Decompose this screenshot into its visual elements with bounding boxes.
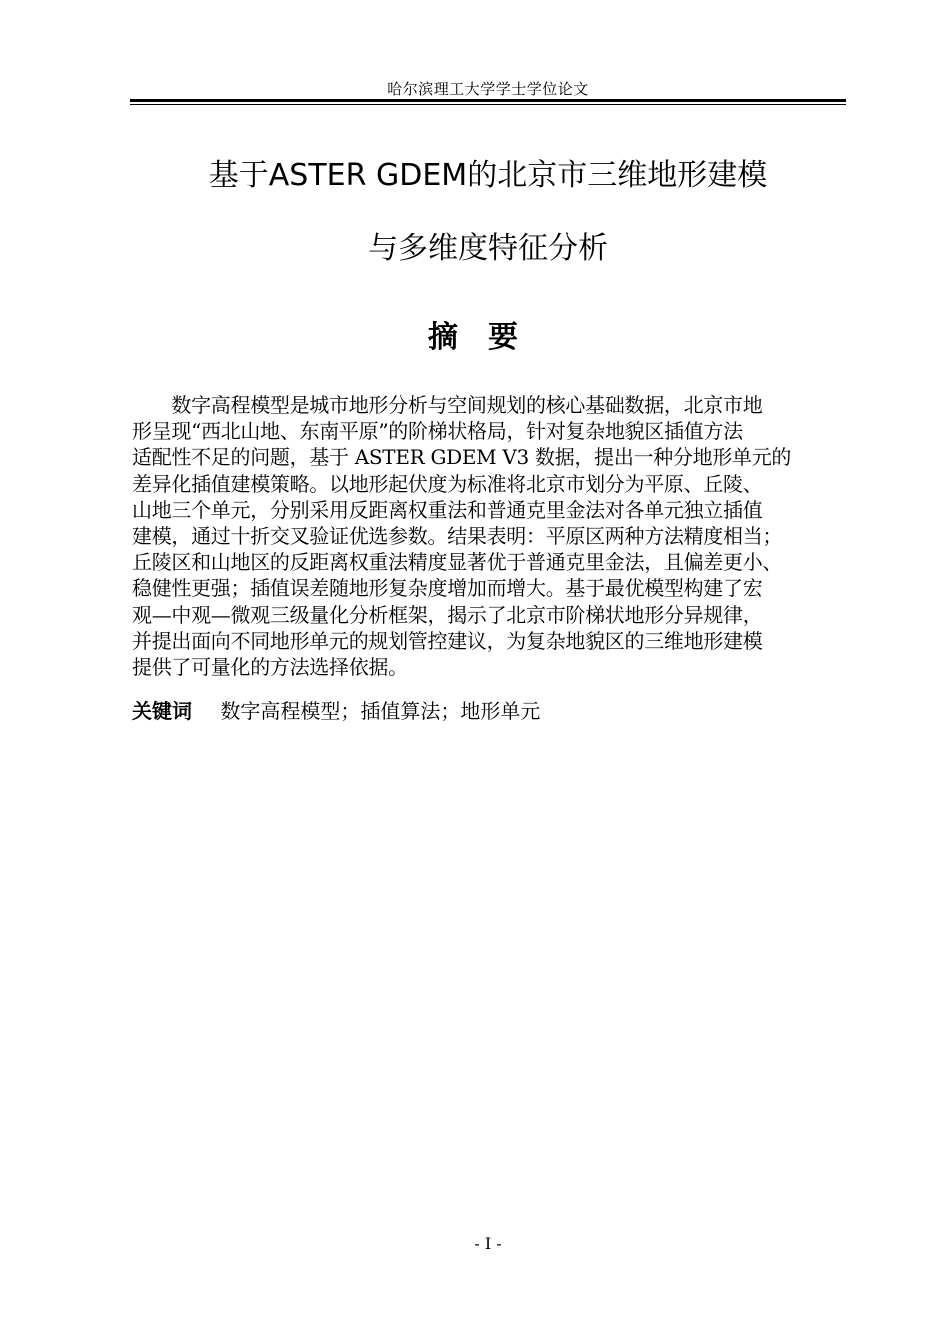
thesis-title-line-2: 与多维度特征分析 [368,231,608,266]
keywords-line [132,695,540,724]
running-header: 哈尔滨理工大学学士学位论文 [387,80,589,98]
abstract-line: 差异化插值建模策略。以地形起伏度为标准将北京市划分为平原、丘陵、 [132,471,763,496]
page-number: - I - [474,1234,502,1253]
header-rule-thick [130,99,846,102]
abstract-line: 稳健性更强；插值误差随地形复杂度增加而增大。基于最优模型构建了宏 [132,576,763,601]
header-rule-thin [130,104,846,105]
abstract-line: 丘陵区和山地区的反距离权重法精度显著优于普通克里金法，且偏差更小、 [132,550,783,575]
abstract-line: 建模，通过十折交叉验证优选参数。结果表明：平原区两种方法精度相当； [132,523,783,548]
keywords-text: 数字高程模型；插值算法；地形单元 [220,699,541,723]
abstract-body [132,392,848,680]
abstract-line: 观—中观—微观三级量化分析框架，揭示了北京市阶梯状地形分异规律， [132,602,763,627]
abstract-line: 形呈现“西北山地、东南平原”的阶梯状格局，针对复杂地貌区插值方法 [132,419,743,444]
abstract-line: 数字高程模型是城市地形分析与空间规划的核心基础数据，北京市地 [132,393,763,417]
abstract-line: 提供了可量化的方法选择依据。 [132,654,408,679]
abstract-line: 山地三个单元，分别采用反距离权重法和普通克里金法对各单元独立插值 [132,497,763,522]
abstract-heading: 摘要 [428,320,548,355]
abstract-line: 并提出面向不同地形单元的规划管控建议，为复杂地貌区的三维地形建模 [132,628,763,653]
keywords-label: 关键词 [132,699,192,723]
thesis-title-line-1: 基于ASTER GDEM的北京市三维地形建模 [208,158,768,193]
abstract-line: 适配性不足的问题，基于 ASTER GDEM V3 数据，提出一种分地形单元的 [132,445,792,470]
